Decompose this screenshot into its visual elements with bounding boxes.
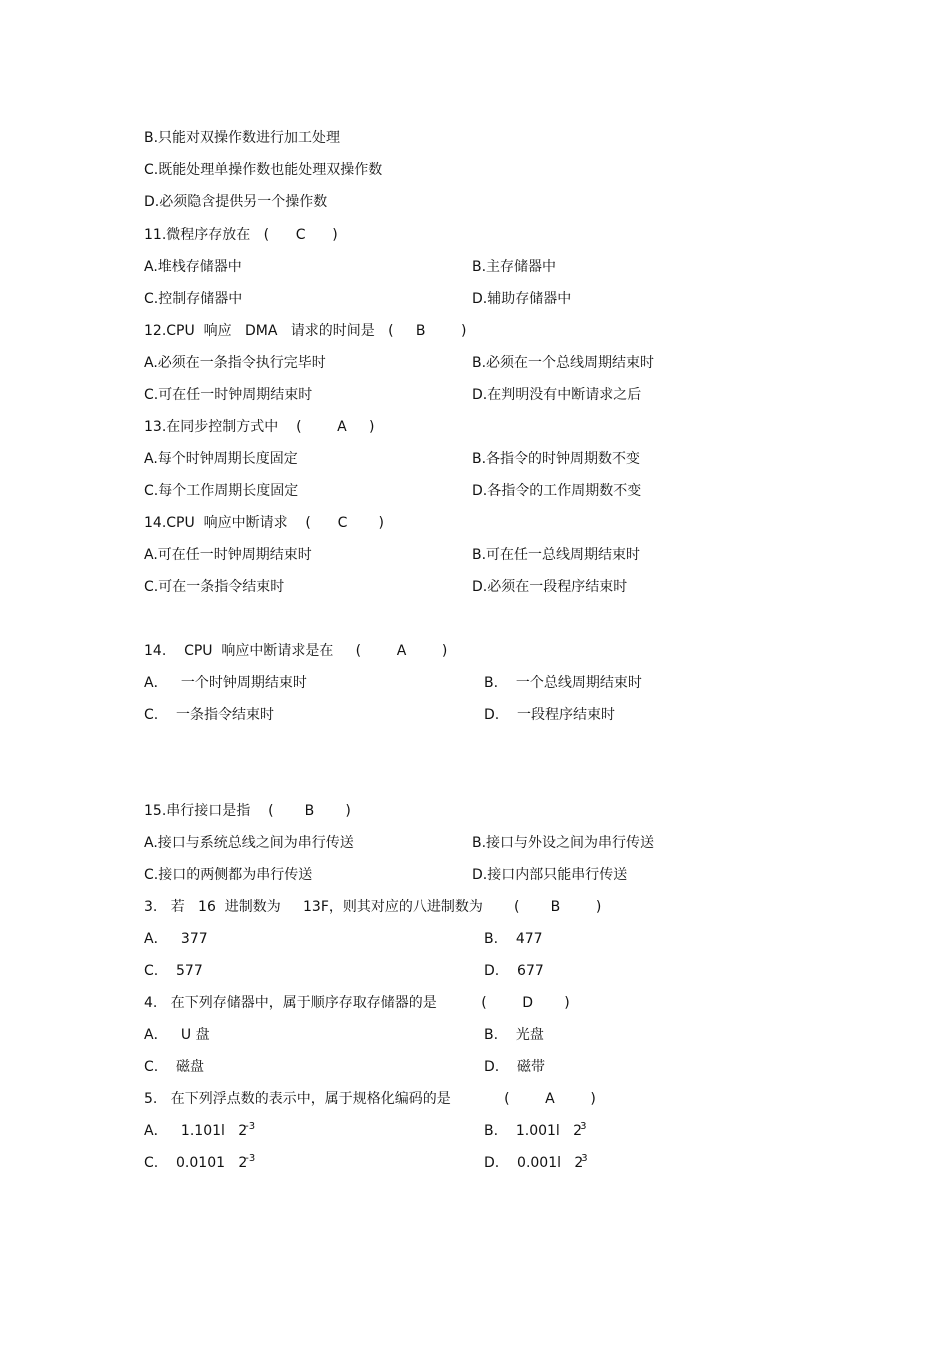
option-b-q3: B. 477	[484, 931, 543, 947]
question-3: 3. 若 16 进制数为 13F，则其对应的八进制数为 ( B )	[144, 899, 602, 915]
option-d-q3: D. 677	[484, 963, 544, 979]
option-b-q5-text: B. 1.001l 2	[484, 1123, 583, 1139]
option-b-q11: B.主存储器中	[472, 259, 557, 275]
option-b-q13: B.各指令的时钟周期数不变	[472, 451, 641, 467]
option-b-q14-alt: B. 一个总线周期结束时	[484, 675, 642, 691]
question-5: 5. 在下列浮点数的表示中，属于规格化编码的是 ( A )	[144, 1091, 596, 1107]
option-a-q5-exponent: -3	[245, 1121, 256, 1132]
option-a-q11: A.堆栈存储器中	[144, 259, 242, 275]
option-c-q4: C. 磁盘	[144, 1059, 205, 1075]
question-12: 12.CPU 响应 DMA 请求的时间是 ( B )	[144, 323, 467, 339]
option-d-q5-exponent: 3	[581, 1153, 588, 1164]
option-b-q12: B.必须在一个总线周期结束时	[472, 355, 655, 371]
option-a-q12: A.必须在一条指令执行完毕时	[144, 355, 326, 371]
option-d-q14-alt: D. 一段程序结束时	[484, 707, 616, 723]
option-c-q12: C.可在任一时钟周期结束时	[144, 387, 313, 403]
option-d-q13: D.各指令的工作周期数不变	[472, 483, 642, 499]
question-14-alt: 14. CPU 响应中断请求是在 ( A )	[144, 643, 448, 659]
option-a-q14-alt: A． 一个时钟周期结束时	[144, 675, 307, 691]
option-d-q5-text: D. 0.001l 2	[484, 1155, 584, 1171]
question-15: 15.串行接口是指 ( B )	[144, 803, 351, 819]
option-d-q15: D.接口内部只能串行传送	[472, 867, 628, 883]
option-c-q5-exponent: -3	[245, 1153, 256, 1164]
question-14: 14.CPU 响应中断请求 ( C )	[144, 515, 384, 531]
option-c-q13: C.每个工作周期长度固定	[144, 483, 299, 499]
option-d-q5	[484, 1154, 588, 1172]
option-a-q5-text: A． 1.101l 2	[144, 1123, 248, 1139]
option-c-q15: C.接口的两侧都为串行传送	[144, 867, 313, 883]
option-a-q3: A． 377	[144, 931, 208, 947]
question-11: 11.微程序存放在 ( C )	[144, 227, 338, 243]
option-a-q14: A.可在任一时钟周期结束时	[144, 547, 312, 563]
option-b-q4: B. 光盘	[484, 1027, 544, 1043]
option-c-q14: C.可在一条指令结束时	[144, 579, 285, 595]
option-c-q3: C. 577	[144, 963, 203, 979]
option-a-q4: A． U 盘	[144, 1027, 210, 1043]
option-d-q4: D. 磁带	[484, 1059, 546, 1075]
option-c-q11: C.控制存储器中	[144, 291, 243, 307]
option-b-q5-exponent: 3	[580, 1121, 587, 1132]
option-c-q10: C.既能处理单操作数也能处理双操作数	[144, 162, 383, 178]
option-d-q10: D.必须隐含提供另一个操作数	[144, 194, 328, 210]
option-b-q14: B.可在任一总线周期结束时	[472, 547, 641, 563]
option-b-q5	[484, 1122, 586, 1140]
question-4: 4. 在下列存储器中，属于顺序存取存储器的是 ( D )	[144, 995, 570, 1011]
option-b-q15: B.接口与外设之间为串行传送	[472, 835, 655, 851]
option-c-q5-text: C. 0.0101 2	[144, 1155, 248, 1171]
option-d-q14: D.必须在一段程序结束时	[472, 579, 628, 595]
option-a-q13: A.每个时钟周期长度固定	[144, 451, 298, 467]
option-d-q11: D.辅助存储器中	[472, 291, 572, 307]
option-a-q5	[144, 1122, 255, 1140]
option-c-q5	[144, 1154, 255, 1172]
option-b-q10: B.只能对双操作数进行加工处理	[144, 130, 341, 146]
option-c-q14-alt: C. 一条指令结束时	[144, 707, 275, 723]
question-13: 13.在同步控制方式中 ( A )	[144, 419, 375, 435]
option-d-q12: D.在判明没有中断请求之后	[472, 387, 642, 403]
option-a-q15: A.接口与系统总线之间为串行传送	[144, 835, 354, 851]
